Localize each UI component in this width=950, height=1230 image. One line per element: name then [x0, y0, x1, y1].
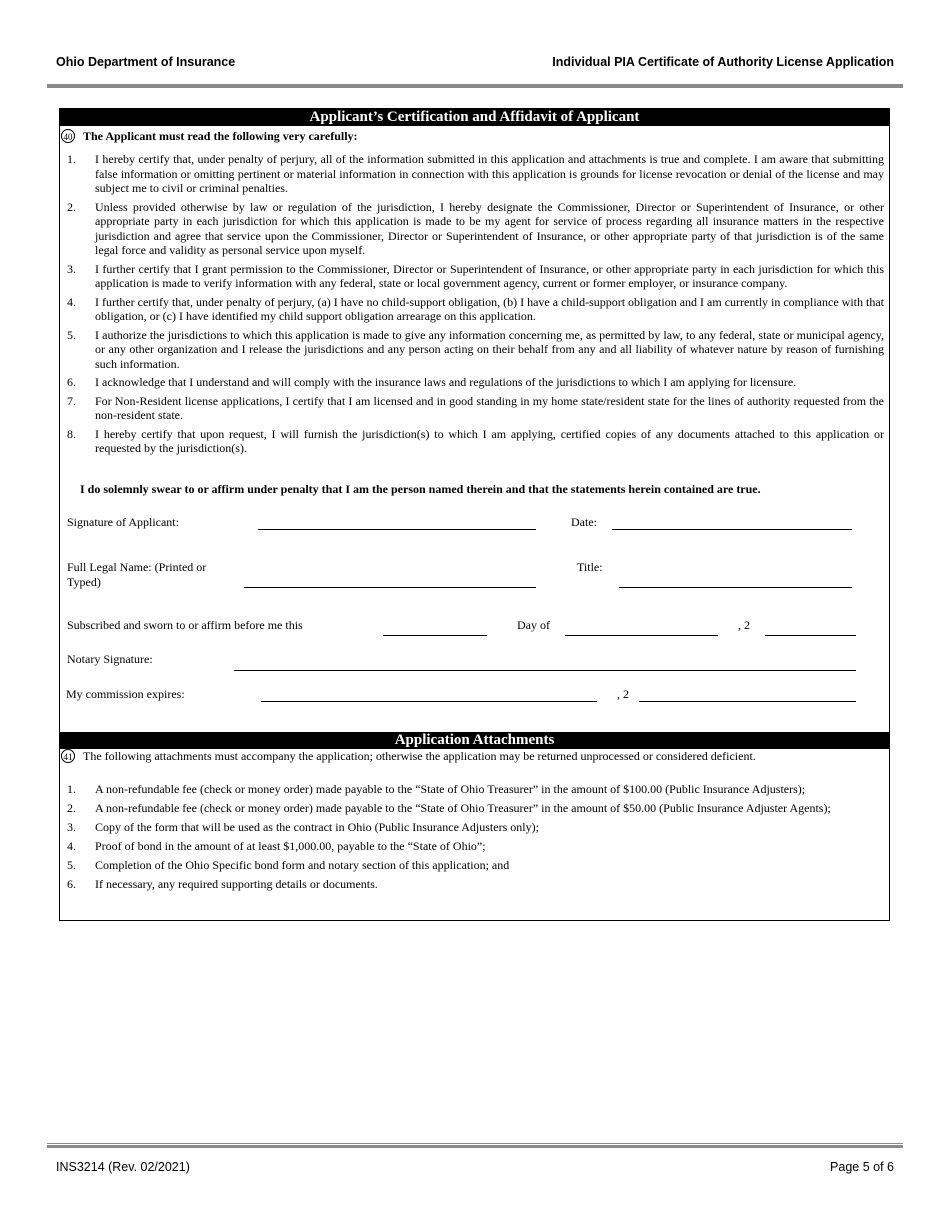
subscribed-day-field[interactable] [383, 635, 487, 636]
attachments-list [67, 782, 884, 896]
list-item: 6. If necessary, any required supporting details or documents. [67, 877, 378, 891]
list-item: 2. Unless provided otherwise by law or regulation of the jurisdiction, I hereby designate the Commissioner, Director or Superintendent of Insurance, or other appropriate party in each jurisdiction for which this application is made to be my agent for service of process regarding all insurance matters in the respective jurisdiction and agree that service upon the Commissioner, Director or Superintendent of Insurance, or other appropriate party of that jurisdiction is of the same legal force and validity as personal service upon myself. [67, 199, 884, 257]
signature-label: Signature of Applicant: [67, 515, 179, 529]
notary-signature-label: Notary Signature: [67, 652, 153, 666]
year-field[interactable] [765, 635, 856, 636]
attachments-title: Application Attachments [60, 732, 889, 749]
attachments-intro: The following attachments must accompany the application; otherwise the application may be returned unprocessed or considered deficient. [83, 749, 756, 763]
list-item: 2. A non-refundable fee (check or money order) made payable to the “State of Ohio Treasurer” in the amount of $50.00 (Public Insurance Adjuster Agents); [67, 801, 831, 815]
commission-year-prefix: , 2 [617, 687, 629, 701]
note-number-badge: 41 [61, 749, 75, 763]
list-item: 5. I authorize the jurisdictions to which this application is made to give any information concerning me, as permitted by law, to any federal, state or municipal agency, or any other organization and I release the jurisdictions and any person acting on their behalf from any and all liability of whatever nature by reason of furnishing such information. [67, 327, 884, 371]
footer-form-id: INS3214 (Rev. 02/2021) [56, 1160, 190, 1174]
footer-page-number: Page 5 of 6 [830, 1160, 894, 1174]
full-name-label: Full Legal Name: (Printed or Typed) [67, 560, 207, 589]
note-number-badge: 40 [61, 129, 75, 143]
header-department: Ohio Department of Insurance [56, 55, 236, 69]
certification-list [67, 152, 884, 460]
notary-signature-field[interactable] [234, 670, 856, 671]
title-label: Title: [577, 560, 603, 574]
date-field[interactable] [612, 529, 852, 530]
attachments-section [59, 732, 890, 921]
attachments-intro-row [61, 749, 756, 764]
list-item: 4. Proof of bond in the amount of at least $1,000.00, payable to the “State of Ohio”; [67, 839, 486, 853]
list-item: 1. I hereby certify that, under penalty of perjury, all of the information submitted in this application and attachments is true and complete. I am aware that submitting false information or omitting pertinent or material information in connection with this application is grounds for license revocation or denial of the license and may subject me to civil or criminal penalties. [67, 152, 884, 195]
certification-intro-row [61, 129, 358, 144]
year-prefix: , 2 [738, 618, 750, 632]
certification-intro: The Applicant must read the following very carefully: [83, 129, 358, 143]
subscribed-label: Subscribed and sworn to or affirm before me this [67, 618, 303, 632]
list-item: 8. I hereby certify that upon request, I will furnish the jurisdiction(s) to which I am applying, certified copies of any documents attached to this application or requested by the jurisdiction(s). [67, 426, 884, 455]
list-item: 7. For Non-Resident license applications, I certify that I am licensed and in good standing in my home state/resident state for the lines of authority requested from the non-resident state. [67, 393, 884, 422]
list-item: 1. A non-refundable fee (check or money order) made payable to the “State of Ohio Treasurer” in the amount of $100.00 (Public Insurance Adjusters); [67, 782, 806, 796]
list-item: 4. I further certify that, under penalty of perjury, (a) I have no child-support obligation, (b) I have a child-support obligation and I am currently in compliance with that obligation, or (c) I have identified my child support obligation arrearage on this application. [67, 294, 884, 323]
day-of-label: Day of [517, 618, 550, 632]
title-field[interactable] [619, 587, 852, 588]
header-form-title: Individual PIA Certificate of Authority License Application [552, 55, 894, 69]
header-rule [47, 84, 903, 88]
signature-field[interactable] [258, 529, 536, 530]
commission-year-field[interactable] [639, 701, 856, 702]
oath-statement: I do solemnly swear to or affirm under penalty that I am the person named therein and that the statements herein contained are true. [80, 482, 761, 496]
list-item: 3. Copy of the form that will be used as the contract in Ohio (Public Insurance Adjusters only); [67, 820, 539, 834]
list-item: 3. I further certify that I grant permission to the Commissioner, Director or Superintendent of Insurance, or other appropriate party in each jurisdiction for which this application is made to verify information with any federal, state or local government agency, current or former employer, or insurance company. [67, 261, 884, 290]
commission-date-field[interactable] [261, 701, 597, 702]
certification-title: Applicant’s Certification and Affidavit of Applicant [60, 109, 889, 126]
date-label: Date: [571, 515, 597, 529]
month-field[interactable] [565, 635, 718, 636]
commission-label: My commission expires: [66, 687, 185, 701]
footer-rule [47, 1143, 903, 1148]
list-item: 5. Completion of the Ohio Specific bond form and notary section of this application; and [67, 858, 510, 872]
full-name-field[interactable] [244, 587, 536, 588]
list-item: 6. I acknowledge that I understand and will comply with the insurance laws and regulations of the jurisdictions to which I am applying for licensure. [67, 375, 797, 389]
certification-section [59, 108, 890, 749]
